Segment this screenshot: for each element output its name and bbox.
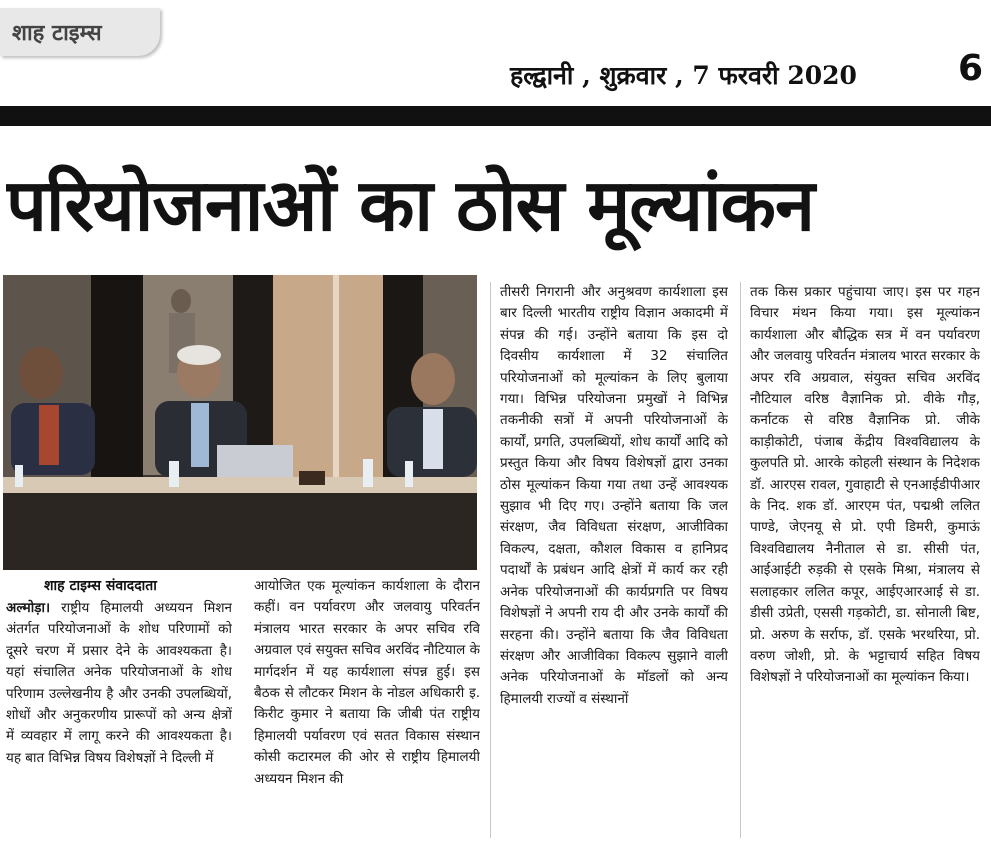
column-divider (490, 282, 491, 838)
article-text: आयोजित एक मूल्यांकन कार्यशाला के दौरान कहीं। वन पर्यावरण और जलवायु परिवर्तन मंत्रालय भारत सरकार के अपर सचिव रवि अग्रवाल एवं सयुक्त सचिव अरविंद नौटियाल के मार्गदर्शन में यह कार्यशाला संपन्न हुई। इस बैठक से लौटकर मिशन के नोडल अधिकारी इ. किरीट कुमार ने बताया कि जीबी पंत राष्ट्रीय हिमालयी पर्यावरण एवं सतत विकास संस्थान कोसी कटारमल की ओर से राष्ट्रीय हिमालयी अध्ययन मिशन की (254, 578, 480, 787)
meeting-photo-illustration (3, 275, 477, 570)
article-column-2 (254, 576, 480, 840)
byline: शाह टाइम्स संवाददाता (44, 578, 157, 594)
dateline: हल्द्वानी , शुक्रवार , 7 फरवरी 2020 (510, 61, 857, 90)
header-rule (0, 106, 991, 126)
article-column-3 (500, 282, 728, 840)
headline: परियोजनाओं का ठोस मूल्यांकन (6, 163, 814, 247)
article-text: राष्ट्रीय हिमालयी अध्ययन मिशन अंतर्गत परियोजनाओं के शोध परिणामों को दूसरे चरण में प्रसार देने के आवश्यकता है। यहां संचालित अनेक परियोजनाओं के शोध परिणाम उल्लेखनीय है और उनकी उपलब्धियों, शोधों और अनुकरणीय प्रारूपों को अन्य क्षेत्रों में व्यवहार में लागू करने की आवश्यकता है। यह बात विभिन्न विषय विशेषज्ञों ने दिल्ली में (6, 600, 232, 766)
masthead-brand: शाह टाइम्स (12, 21, 102, 46)
article-text: तीसरी निगरानी और अनुश्रवण कार्यशाला इस बार दिल्ली भारतीय राष्ट्रीय विज्ञान अकादमी में संपन्न की गई। उन्होंने बताया कि इस दो दिवसीय कार्यशाला में 32 संचालित परियोजनाओं को मूल्यांकन के लिए बुलाया गया। विभिन्न परियोजना प्रमुखों ने विभिन्न तकनीकी सत्रों में अपनी परियोजनाओं के कार्यों, प्रगति, उपलब्धियों, शोध कार्यों आदि को प्रस्तुत किया और विषय विशेषज्ञों द्वारा उनका ठोस मूल्यांकन किया गया तथा उन्हें आवश्यक सुझाव भी दिए गए। उन्होंने बताया कि जल संरक्षण, जैव विविधता संरक्षण, आजीविका विकल्प, दक्षता, कौशल विकास व हानिप्रद पदार्थों के प्रबंधन आदि क्षेत्रों में कार्य कर रही अनेक परियोजनाओं की कार्यप्रगति पर विषय विशेषज्ञों ने अपनी राय दी और उनके कार्यों की सरहना की। उन्होंने बताया कि जैव विविधता संरक्षण और आजीविका विकल्प सुझाने वाली अनेक परियोजनाओं के मॉडलों को अन्य हिमालयी राज्यों व संस्थानों (500, 284, 728, 707)
column-divider (740, 282, 741, 838)
page-number: 6 (958, 48, 984, 89)
page-edge (0, 842, 991, 849)
article-text: तक किस प्रकार पहुंचाया जाए। इस पर गहन विचार मंथन किया गया। इस मूल्यांकन कार्यशाला और बौद्धिक सत्र में वन पर्यावरण और जलवायु परिवर्तन मंत्रालय भारत सरकार के अपर रवि अग्रवाल, संयुक्त सचिव अरविंद नौटियाल वरिष्ठ वैज्ञानिक प्रो. वीके गौड़, कर्नाटक से वरिष्ठ वैज्ञानिक प्रो. जीके काड़ीकोटी, पंजाब केंद्रीय विश्वविद्यालय के कुलपति प्रो. आरके कोहली संस्थान के निदेशक डॉ. आरएस रावल, गुवाहाटी से एनआईडीपीआर के निद. शक डॉ. आरएम पंत, पद्मश्री ललित पाण्डे, जेएनयू से प्रो. एपी डिमरी, कुमाऊं विश्वविद्यालय नैनीताल से डा. सीसी पंत, आईआईटी रुड़की से एसके मिश्रा, मंत्रालय से सलाहकार ललित कपूर, आईएआरआई से डा. डीसी उप्रेती, एससी गड़कोटी, डा. सोनाली बिष्ट, प्रो. अरुण के सर्राफ, डॉ. एसके भरथरिया, प्रो. वरुण जोशी, प्रो. के भट्टाचार्य सहित विषय विशेषज्ञों ने परियोजनाओं का मूल्यांकन किया। (750, 284, 980, 686)
lead-place: अल्मोड़ा। (6, 600, 51, 616)
article-column-4 (750, 282, 980, 840)
meeting-photo (3, 275, 477, 570)
masthead-tag (0, 8, 160, 56)
article-column-1 (6, 598, 232, 840)
